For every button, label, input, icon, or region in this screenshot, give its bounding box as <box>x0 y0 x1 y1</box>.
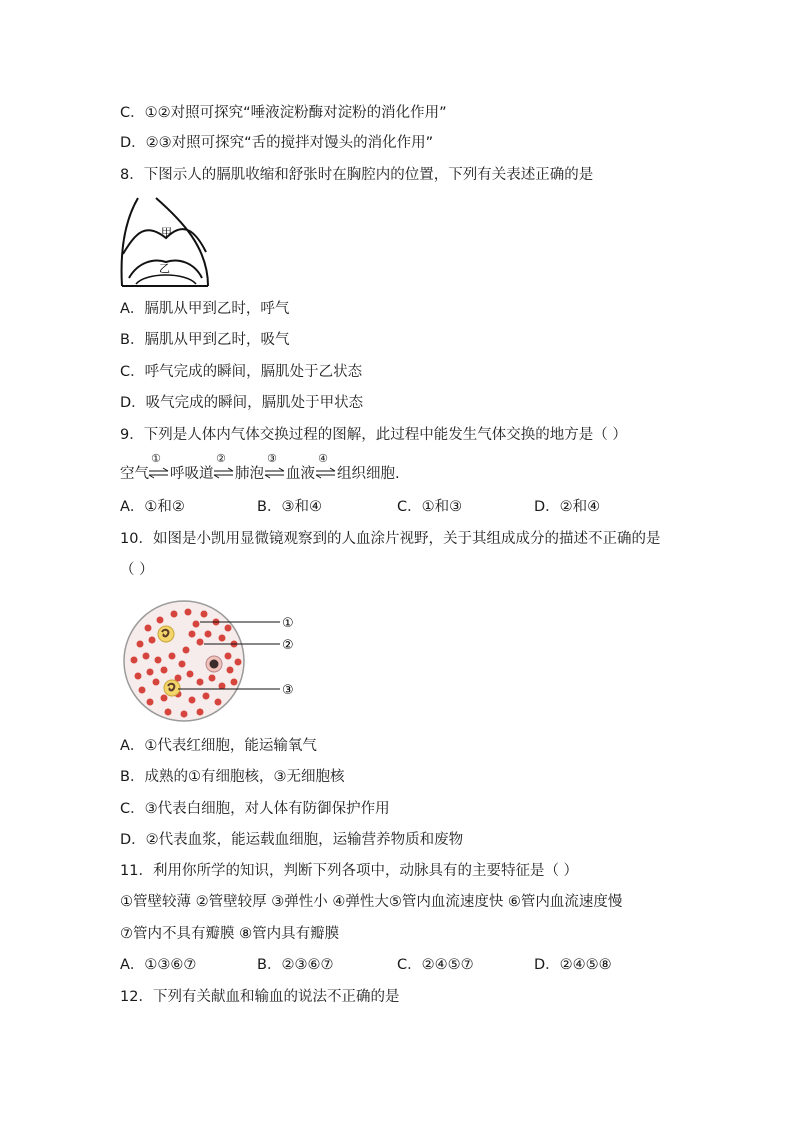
q10-option-d: D．②代表血浆，能运载血细胞，运输营养物质和废物 <box>120 832 464 848</box>
chain-node-blood: 血液 <box>286 466 315 482</box>
white-blood-cell-2 <box>206 656 222 672</box>
q8-stem: 8．下图示人的膈肌收缩和舒张时在胸腔内的位置，下列有关表述正确的是 <box>120 167 594 183</box>
q11-option-a: A．①③⑥⑦ <box>120 957 197 973</box>
q9-option-d: D．②和④ <box>534 499 601 515</box>
chain-arrow-1-num: ① <box>151 452 161 465</box>
q10-option-a: A．①代表红细胞，能运输氧气 <box>120 738 317 754</box>
q8-option-d: D．吸气完成的瞬间，膈肌处于甲状态 <box>120 395 364 411</box>
figure-label-jia: 甲 <box>161 226 172 239</box>
q11-option-d: D．②④⑤⑧ <box>534 957 612 973</box>
q11-stem: 11．利用你所学的知识，判断下列各项中，动脉具有的主要特征是（ ） <box>120 863 579 879</box>
q9-option-c: C．①和③ <box>397 499 463 515</box>
q9-option-a: A．①和② <box>120 499 185 515</box>
q10-stem-tail: （ ） <box>120 562 154 578</box>
white-blood-cell-3 <box>164 680 180 696</box>
chain-arrow-4-num: ④ <box>318 452 328 465</box>
q9-option-b: B．③和④ <box>257 499 322 515</box>
label-1: ① <box>282 616 294 631</box>
q11-items-line1: ①管壁较薄 ②管壁较厚 ③弹性小 ④弹性大⑤管内血流速度快 ⑥管内血流速度慢 <box>120 894 623 910</box>
chain-node-air: 空气 <box>120 466 149 482</box>
diaphragm-figure <box>116 192 216 292</box>
q8-option-b: B．膈肌从甲到乙时，吸气 <box>120 332 290 348</box>
q8-option-c: C．呼气完成的瞬间，膈肌处于乙状态 <box>120 364 363 380</box>
label-2: ② <box>282 638 294 653</box>
chain-node-alveoli: 肺泡 <box>235 466 264 482</box>
q10-option-c: C．③代表白细胞，对人体有防御保护作用 <box>120 801 390 817</box>
q8-option-a: A．膈肌从甲到乙时，呼气 <box>120 301 290 317</box>
q10-option-b: B．成熟的①有细胞核，③无细胞核 <box>120 769 345 785</box>
blood-smear-figure <box>120 598 310 730</box>
figure-label-yi: 乙 <box>159 262 170 275</box>
chain-node-tissue-cells: 组织细胞. <box>337 466 400 482</box>
chain-arrow-2 <box>213 452 235 480</box>
q11-option-c: C．②④⑤⑦ <box>397 957 474 973</box>
chain-arrow-3 <box>264 452 286 480</box>
chain-node-airway: 呼吸道 <box>170 466 214 482</box>
chain-arrow-1 <box>148 452 170 480</box>
chain-arrow-4 <box>315 452 337 480</box>
q12-stem: 12．下列有关献血和输血的说法不正确的是 <box>120 989 400 1005</box>
q11-option-b: B．②③⑥⑦ <box>257 957 334 973</box>
q7-option-c: C．①②对照可探究“唾液淀粉酶对淀粉的消化作用” <box>120 105 447 121</box>
chain-arrow-2-num: ② <box>216 452 226 465</box>
chain-arrow-3-num: ③ <box>267 452 277 465</box>
q10-stem: 10．如图是小凯用显微镜观察到的人血涂片视野，关于其组成成分的描述不正确的是 <box>120 531 661 547</box>
label-3: ③ <box>282 683 294 698</box>
q7-option-d: D．②③对照可探究“舌的搅拌对馒头的消化作用” <box>120 135 434 151</box>
white-blood-cell-1 <box>158 626 174 642</box>
q9-stem: 9．下列是人体内气体交换过程的图解，此过程中能发生气体交换的地方是（ ） <box>120 427 627 443</box>
q11-items-line2: ⑦管内不具有瓣膜 ⑧管内具有瓣膜 <box>120 926 340 942</box>
